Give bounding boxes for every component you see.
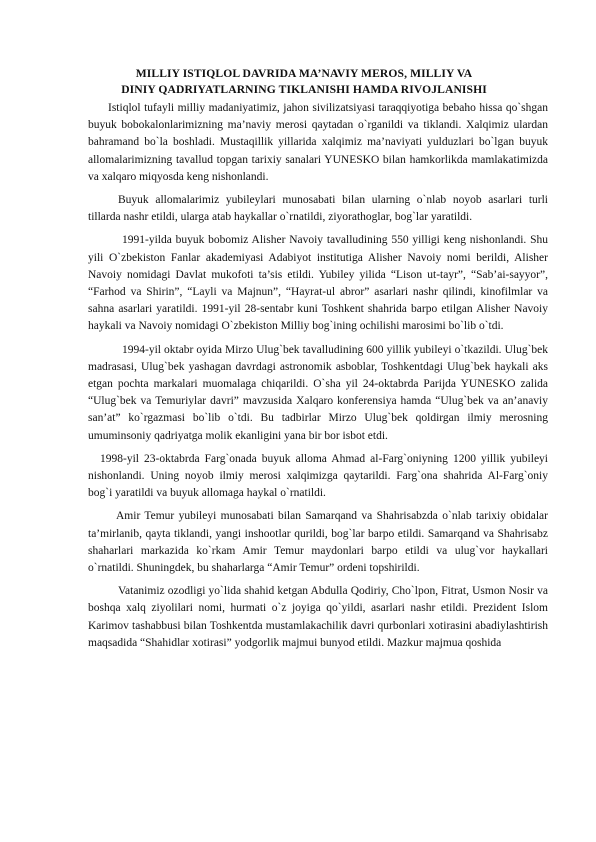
paragraph-ulugbek: 1994-yil oktabr oyida Mirzo Ulug`bek tavalludining 600 yillik yubileyi o`tkazildi. Ulug`bek madrasasi, Ulug`bek yashagan davrdagi astronomik asboblar, Toshkentdagi Ulug`bek haykali aks etgan pochta markalari muomalaga chiqarildi. O`sha yil 24-oktabrda Parijda YUNESKO zalida “Ulug`bek va Temuriylar davri” mavzusida Xalqaro konferensiya hamda “Ulug`bek va an’anaviy san’at” ko`rgazmasi bo`lib o`tdi. Bu tadbirlar Mirzo Ulug`bek qoldirgan ilmiy merosning umuminsoniy qadriyatga molik ekanligini yana bir bor isbot etdi. xyxy=(88,343,548,442)
title-line-2: DINIY QADRIYATLARNING TIKLANISHI HAMDA RIVOJLANISHI xyxy=(121,83,487,96)
title-line-1: MILLIY ISTIQLOL DAVRIDA MA’NAVIY MEROS, MILLIY VA xyxy=(135,67,473,80)
paragraph-yubileylar: Buyuk allomalarimiz yubileylari munosabati bilan ularning o`nlab noyob asarlari turli tillarda nashr etildi, ularga atab haykallar o`rnatildi, ziyorathoglar, bog`lar yaratildi. xyxy=(88,194,548,224)
paragraph-amir-temur: Amir Temur yubileyi munosabati bilan Samarqand va Shahrisabzda o`nlab tarixiy obidalar ta’mirlanib, qayta tiklandi, yangi inshootlar qurildi, bog`lar barpo etildi. Samarqand va Shahrisabz shaharlari markazida ko`rkam Amir Temur maydonlari barpo etildi va ulug`vor haykallari o`rnatildi. Shuningdek, bu shaharlarga “Amir Temur” ordeni topshirildi. xyxy=(88,510,548,575)
document-title xyxy=(60,66,548,98)
document-body xyxy=(88,100,548,652)
paragraph-fargoniy: 1998-yil 23-oktabrda Farg`onada buyuk alloma Ahmad al-Farg`oniyning 1200 yillik yubileyi nishonlandi. Uning noyob ilmiy merosi xalqimizga qaytarildi. Farg`ona shahrida Al-Farg`oniy bog`i yaratildi va buyuk allomaga haykal o`rnatildi. xyxy=(88,452,548,500)
paragraph-shahidlar: Vatanimiz ozodligi yo`lida shahid ketgan Abdulla Qodiriy, Cho`lpon, Fitrat, Usmon Nosir va boshqa xalq ziyolilari nomi, hurmati o`z joyiga qo`yildi, asarlari nashr etildi. Prezident Islom Karimov tashabbusi bilan Toshkentda mustamlakachilik davri qurbonlari xotirasini abadiylashtirish maqsadida “Shahidlar xotirasi” yodgorlik majmui bunyod etildi. Mazkur majmua qoshida xyxy=(88,585,548,649)
paragraph-navoiy: 1991-yilda buyuk bobomiz Alisher Navoiy tavalludining 550 yilligi keng nishonlandi. Shu yili O`zbekiston Fanlar akademiyasi Adabiyot institutiga Alisher Navoiy nomi berildi, Alisher Navoiy nomidagi Davlat mukofoti ta’sis etildi. Yubiley yilida “Lison ut-tayr”, “Sab’ai-sayyor”, “Farhod va Shirin”, “Layli va Majnun”, “Hayrat-ul abror” asarlari nashr qilindi, kinofilmlar va sahna asarlari yaratildi. 1991-yil 28-sentabr kuni Toshkent shahrida barpo etilgan Alisher Navoiy haykali va Navoiy nomidagi O`zbekiston Milliy bog`ining ochilishi marosimi bo`lib o`tdi. xyxy=(88,234,548,333)
paragraph-istiqlol: Istiqlol tufayli milliy madaniyatimiz, jahon sivilizatsiyasi taraqqiyotiga bebaho hissa qo`shgan buyuk bobokalonlarimizning ma’naviy merosi qaytadan o`rganildi va tiklandi. Xalqimiz ulardan bahramand bo`la boshladi. Mustaqillik yillarida xalqimiz ma’naviyati yulduzlari bo`lgan buyuk allomalarimizning tavallud topgan tarixiy sanalari YUNESKO bilan hamkorlikda mamlakatimizda va xalqaro miqyosda keng nishonlandi. xyxy=(88,102,548,183)
